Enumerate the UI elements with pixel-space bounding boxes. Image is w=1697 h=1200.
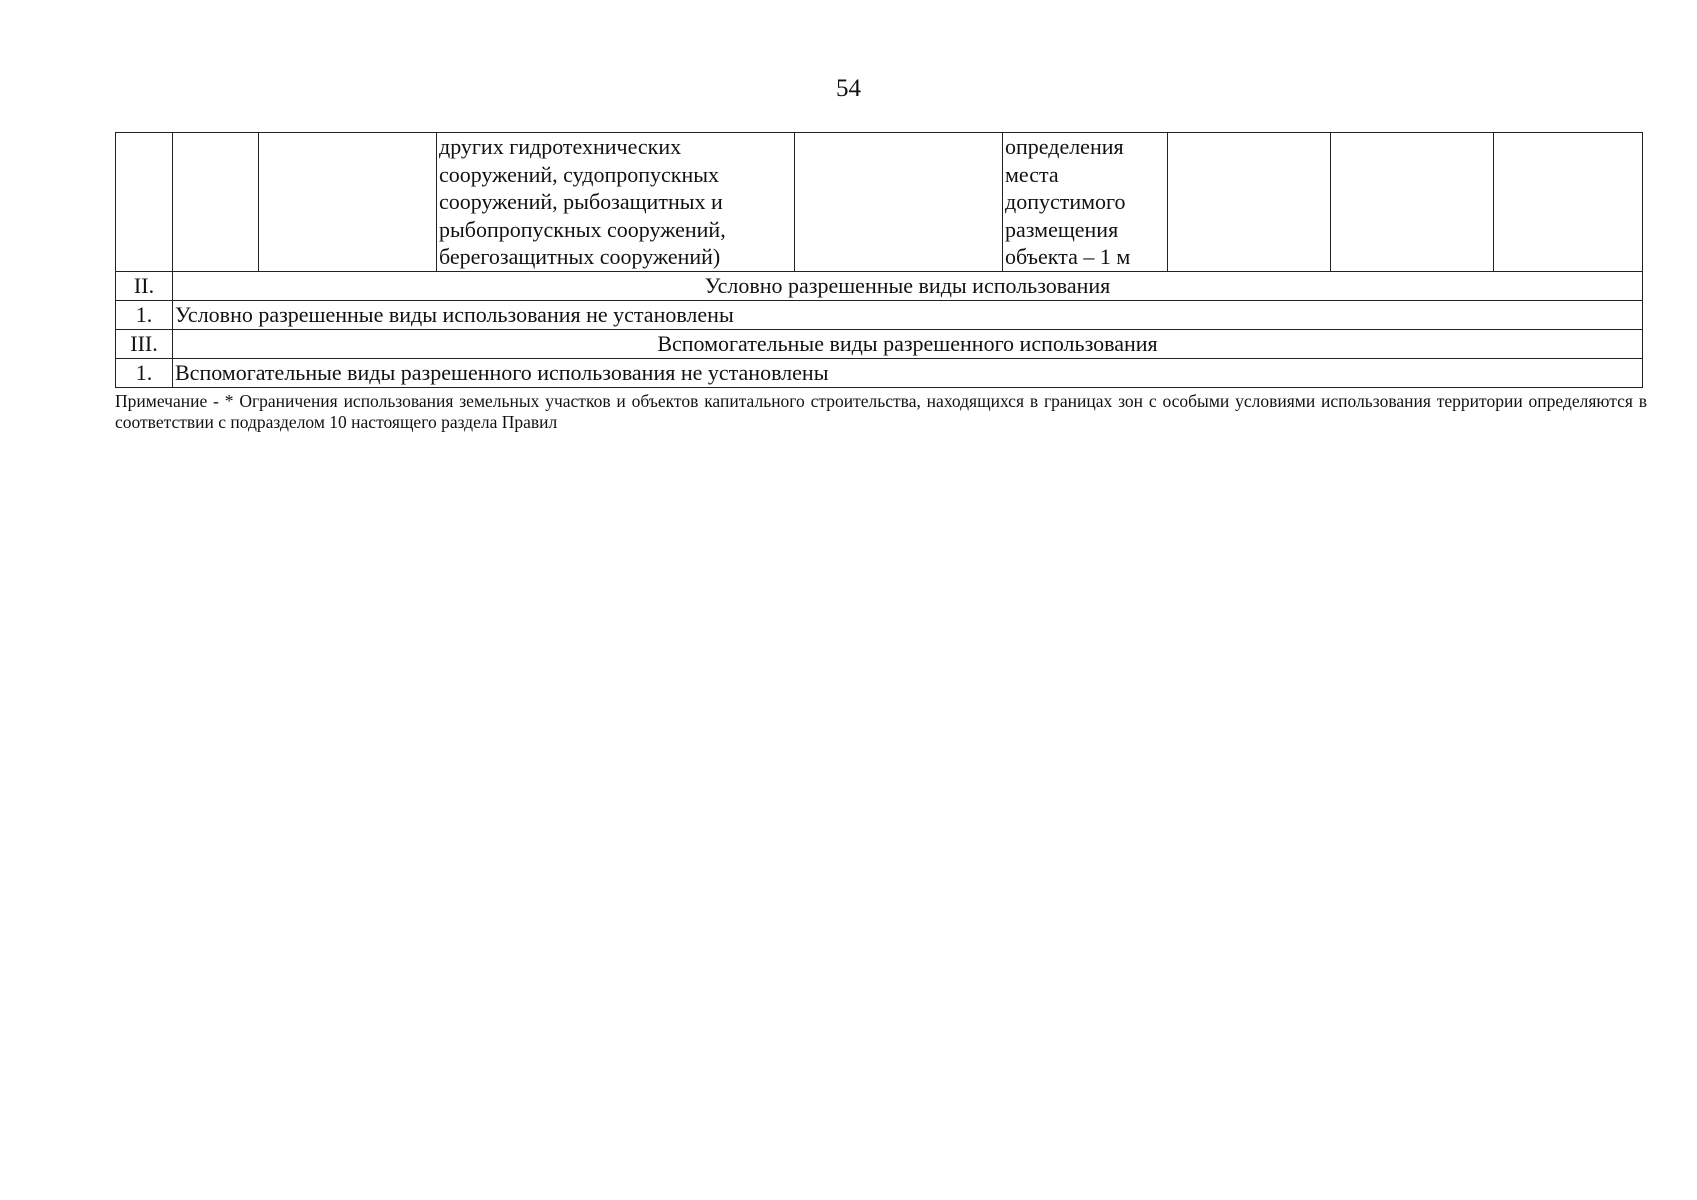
table-cell: [1494, 133, 1643, 272]
table-cell: [259, 133, 437, 272]
table-cell: [795, 133, 1003, 272]
table-cell-description: [437, 133, 795, 272]
row-number: 1.: [116, 301, 173, 330]
cell-line: других гидротехнических: [439, 134, 682, 159]
cell-line: сооружений, судопропускных: [439, 161, 720, 187]
section-title: Условно разрешенные виды использования: [173, 272, 1643, 301]
cell-line: рыбопропускных сооружений,: [439, 216, 726, 242]
table-cell: [1331, 133, 1494, 272]
cell-line: объекта – 1 м: [1005, 244, 1131, 269]
table-row-section-heading: [116, 272, 1643, 301]
cell-line: сооружений, рыбозащитных и: [439, 189, 723, 214]
regulations-table: [115, 132, 1643, 388]
cell-line: размещения: [1005, 216, 1119, 242]
section-title: Вспомогательные виды разрешенного использования: [173, 330, 1643, 359]
footnote: Примечание - * Ограничения использования земельных участков и объектов капитального строительства, находящихся в границах зон с особыми условиями использования территории определяются в соответствии с подразделом 10 настоящего раздела Правил: [115, 391, 1647, 432]
section-number: II.: [116, 272, 173, 301]
section-number: III.: [116, 330, 173, 359]
table-cell: [116, 133, 173, 272]
table-row: [116, 359, 1643, 388]
cell-line: места: [1005, 161, 1059, 187]
row-text: Вспомогательные виды разрешенного использования не установлены: [173, 359, 1643, 388]
cell-line: берегозащитных сооружений): [439, 244, 721, 269]
cell-line: определения: [1005, 134, 1124, 159]
row-number: 1.: [116, 359, 173, 388]
page-number: 54: [836, 75, 861, 102]
table-row-section-heading: [116, 330, 1643, 359]
table-cell: [173, 133, 259, 272]
table-row: [116, 301, 1643, 330]
cell-line: допустимого: [1005, 189, 1126, 214]
table-row-continuation: [116, 133, 1643, 272]
row-text: Условно разрешенные виды использования не установлены: [173, 301, 1643, 330]
table-cell-parameters: [1003, 133, 1168, 272]
table-cell: [1168, 133, 1331, 272]
